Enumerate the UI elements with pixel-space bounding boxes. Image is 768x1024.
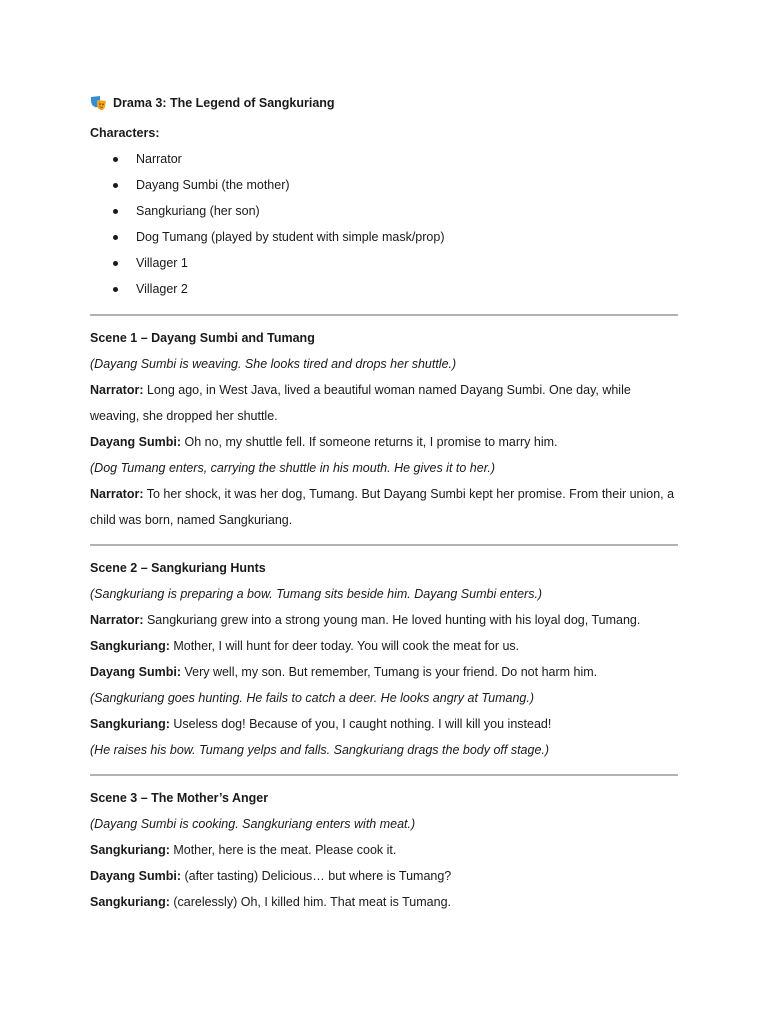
scene-1 [90,325,678,533]
scene-2 [90,555,678,763]
dialogue-text: Mother, I will hunt for deer today. You will cook the meat for us. [169,639,520,653]
dialogue-text: Oh no, my shuttle fell. If someone returns it, I promise to marry him. [181,435,558,449]
speaker-name: Sangkuriang: [90,717,170,731]
dialogue-text: Useless dog! Because of you, I caught nothing. I will kill you instead! [169,717,552,731]
bullet-icon [113,261,118,266]
bullet-icon [113,235,118,240]
theater-masks-icon [90,95,108,111]
list-item [90,224,678,250]
stage-direction: (Sangkuriang goes hunting. He fails to catch a deer. He looks angry at Tumang.) [90,691,534,705]
document-title-line [90,94,678,112]
stage-direction: (He raises his bow. Tumang yelps and falls. Sangkuriang drags the body off stage.) [90,743,550,757]
stage-direction: (Dayang Sumbi is cooking. Sangkuriang enters with meat.) [90,817,416,831]
characters-label: Characters: [90,126,160,140]
list-item [90,172,678,198]
list-item [90,276,678,302]
dialogue-line [90,837,678,863]
dialogue-text: Long ago, in West Java, lived a beautiful woman named Dayang Sumbi. One day, while weaving, she dropped her shuttle. [90,383,631,423]
bullet-icon [113,287,118,292]
character-name: Sangkuriang (her son) [136,204,260,218]
dialogue-text: To her shock, it was her dog, Tumang. But Dayang Sumbi kept her promise. From their union, a child was born, named Sangkuriang. [90,487,675,527]
speaker-name: Sangkuriang: [90,895,170,909]
speaker-name: Dayang Sumbi: [90,665,181,679]
stage-direction: (Dog Tumang enters, carrying the shuttle in his mouth. He gives it to her.) [90,461,496,475]
character-name: Dayang Sumbi (the mother) [136,178,290,192]
dialogue-line [90,711,678,737]
document-page [90,94,678,915]
section-divider [90,774,678,776]
document-title: Drama 3: The Legend of Sangkuriang [113,96,335,110]
speaker-name: Dayang Sumbi: [90,869,181,883]
character-name: Villager 1 [136,256,188,270]
stage-direction: (Dayang Sumbi is weaving. She looks tired and drops her shuttle.) [90,357,457,371]
section-divider [90,314,678,316]
dialogue-line [90,429,678,455]
dialogue-line [90,377,678,429]
character-name: Narrator [136,152,182,166]
dialogue-line [90,633,678,659]
characters-list [90,146,678,302]
dialogue-line [90,863,678,889]
speaker-name: Narrator: [90,383,144,397]
dialogue-line [90,889,678,915]
dialogue-line [90,659,678,685]
dialogue-text: Sangkuriang grew into a strong young man. He loved hunting with his loyal dog, Tumang. [143,613,641,627]
dialogue-text: Mother, here is the meat. Please cook it. [169,843,397,857]
list-item [90,198,678,224]
dialogue-line [90,607,678,633]
dialogue-text: Very well, my son. But remember, Tumang is your friend. Do not harm him. [181,665,598,679]
speaker-name: Narrator: [90,487,144,501]
speaker-name: Sangkuriang: [90,843,170,857]
bullet-icon [113,209,118,214]
dialogue-text: (after tasting) Delicious… but where is Tumang? [181,869,452,883]
list-item [90,250,678,276]
speaker-name: Dayang Sumbi: [90,435,181,449]
dialogue-line [90,481,678,533]
bullet-icon [113,183,118,188]
character-name: Dog Tumang (played by student with simple mask/prop) [136,230,445,244]
character-name: Villager 2 [136,282,188,296]
section-divider [90,544,678,546]
stage-direction: (Sangkuriang is preparing a bow. Tumang sits beside him. Dayang Sumbi enters.) [90,587,543,601]
speaker-name: Sangkuriang: [90,639,170,653]
bullet-icon [113,157,118,162]
scene-heading: Scene 2 – Sangkuriang Hunts [90,561,266,575]
scene-3 [90,785,678,915]
scene-heading: Scene 1 – Dayang Sumbi and Tumang [90,331,315,345]
list-item [90,146,678,172]
speaker-name: Narrator: [90,613,144,627]
scene-heading: Scene 3 – The Mother’s Anger [90,791,269,805]
dialogue-text: (carelessly) Oh, I killed him. That meat is Tumang. [169,895,451,909]
